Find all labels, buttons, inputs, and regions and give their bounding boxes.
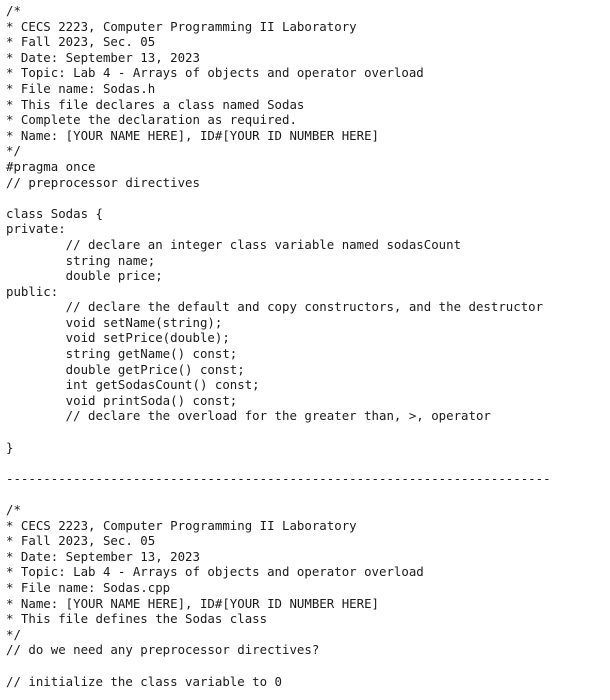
code-line: #pragma once	[6, 158, 96, 174]
code-line: void setPrice(double);	[6, 330, 230, 346]
code-line: void printSoda() const;	[6, 392, 238, 408]
code-document	[6, 3, 606, 689]
code-line: * Name: [YOUR NAME HERE], ID#[YOUR ID NUMBER HERE]	[6, 127, 379, 143]
code-line: */	[6, 626, 21, 642]
code-line: private:	[6, 221, 66, 237]
code-line: * Date: September 13, 2023	[6, 548, 200, 564]
code-line: * Name: [YOUR NAME HERE], ID#[YOUR ID NUMBER HERE]	[6, 595, 379, 611]
code-line: string getName() const;	[6, 346, 238, 362]
code-line: /*	[6, 3, 21, 18]
code-line: /*	[6, 502, 21, 517]
code-line	[6, 486, 606, 502]
code-line: * Topic: Lab 4 - Arrays of objects and operator overload	[6, 65, 424, 81]
code-line: // declare the overload for the greater than, >, operator	[6, 408, 491, 424]
code-line: string name;	[6, 252, 156, 268]
code-line: void setName(string);	[6, 314, 223, 330]
code-line: public:	[6, 283, 59, 299]
code-line	[6, 424, 606, 440]
code-line: // declare an integer class variable named sodasCount	[6, 236, 462, 252]
code-line: // preprocessor directives	[6, 174, 200, 190]
code-line: * Fall 2023, Sec. 05	[6, 533, 156, 549]
code-line: class Sodas {	[6, 205, 103, 221]
code-line	[6, 658, 606, 674]
code-line: * CECS 2223, Computer Programming II Laboratory	[6, 18, 357, 34]
code-line: double getPrice() const;	[6, 361, 245, 377]
code-line: */	[6, 143, 21, 159]
code-line: * CECS 2223, Computer Programming II Laboratory	[6, 517, 357, 533]
code-line: * Complete the declaration as required.	[6, 112, 297, 128]
code-line: * This file defines the Sodas class	[6, 611, 268, 627]
code-line: * This file declares a class named Sodas	[6, 96, 305, 112]
code-line: double price;	[6, 268, 163, 284]
code-line: // do we need any preprocessor directives?	[6, 642, 320, 658]
code-line: // declare the default and copy constructors, and the destructor	[6, 299, 544, 315]
code-line: * Fall 2023, Sec. 05	[6, 34, 156, 50]
code-line	[6, 190, 606, 206]
code-line: * Date: September 13, 2023	[6, 49, 200, 65]
code-line: * File name: Sodas.h	[6, 80, 156, 96]
code-line: int getSodasCount() const;	[6, 377, 260, 393]
code-line	[6, 455, 606, 471]
code-line: * File name: Sodas.cpp	[6, 579, 171, 595]
code-line: }	[6, 439, 14, 455]
code-line: // initialize the class variable to 0	[6, 673, 283, 689]
code-line: -------------------------------------------------------------------------	[6, 470, 551, 486]
code-line: * Topic: Lab 4 - Arrays of objects and operator overload	[6, 564, 424, 580]
